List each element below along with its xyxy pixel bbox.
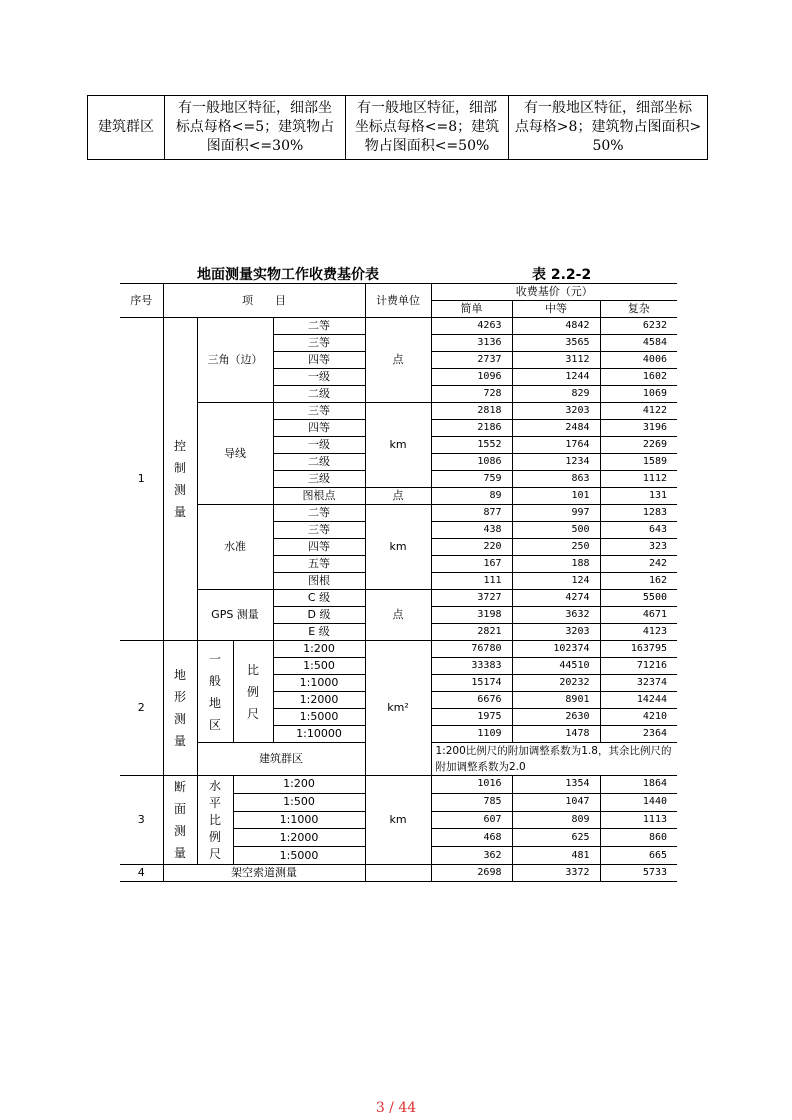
medium-criteria-cell: 有一般地区特征，细部 坐标点每格<=8；建筑 物占图面积<=50% xyxy=(346,96,509,160)
scale-label-cell: 比例尺 xyxy=(233,641,273,743)
page-indicator: 3 / 44 xyxy=(375,1100,417,1116)
building-area-classification-table xyxy=(87,95,708,160)
seq-cell: 4 xyxy=(120,865,163,882)
category-cell: 架空索道测量 xyxy=(163,865,365,882)
table-row: 3 断面测量 水平比例尺 1:200 km 1016 1354 1864 xyxy=(120,776,677,794)
table-row: 1:10000 1109 1478 2364 xyxy=(120,726,677,743)
table-row: GPS 测量 C 级 点 3727 4274 5500 xyxy=(120,590,677,607)
category-cell: 地形测量 xyxy=(163,641,197,776)
unit-cell xyxy=(365,865,431,882)
table-number: 表 2.2-2 xyxy=(532,267,592,283)
seq-cell: 1 xyxy=(120,318,163,641)
table-row: 1:1000 607 809 1113 xyxy=(120,811,677,829)
table-row: 1:5000 1975 2630 4210 xyxy=(120,709,677,726)
table-row: 1 控制测量 三角（边） 二等 点 4263 4842 6232 xyxy=(120,318,677,335)
table-row: 四等 220 250 323 xyxy=(120,539,677,556)
table-row: 1:2000 6676 8901 14244 xyxy=(120,692,677,709)
building-area-label: 建筑群区 xyxy=(197,743,365,776)
subcategory-cell: 水平比例尺 xyxy=(197,776,233,865)
header-row-1 xyxy=(120,284,677,301)
table-row: 四等 2737 3112 4006 xyxy=(120,352,677,369)
table-row: 一级 1096 1244 1602 xyxy=(120,369,677,386)
group-name: 三角（边） xyxy=(197,318,273,403)
table-row: 1:2000 468 625 860 xyxy=(120,829,677,847)
group-name: GPS 测量 xyxy=(197,590,273,641)
seq-cell: 2 xyxy=(120,641,163,776)
table-row: 4 架空索道测量 2698 3372 5733 xyxy=(120,865,677,882)
table-row: 1:5000 362 481 665 xyxy=(120,847,677,865)
table-row: 1:1000 15174 20232 32374 xyxy=(120,675,677,692)
group-name: 导线 xyxy=(197,403,273,505)
unit-cell: km xyxy=(365,776,431,865)
group-name: 水准 xyxy=(197,505,273,590)
simple-criteria-cell: 有一般地区特征，细部坐 标点每格<=5；建筑物占 图面积<=30% xyxy=(165,96,346,160)
header-price: 收费基价（元） xyxy=(431,284,677,301)
header-medium: 中等 xyxy=(512,301,600,318)
header-simple: 简单 xyxy=(431,301,512,318)
table-row: 二级 728 829 1069 xyxy=(120,386,677,403)
ground-survey-fee-table xyxy=(120,283,677,882)
complex-criteria-cell: 有一般地区特征，细部坐标 点每格>8；建筑物占图面积> 50% xyxy=(509,96,708,160)
header-seq: 序号 xyxy=(120,284,163,318)
table-row: 三级 759 863 1112 xyxy=(120,471,677,488)
table-row: 一级 1552 1764 2269 xyxy=(120,437,677,454)
building-area-note: 1:200比例尺的附加调整系数为1.8，其余比例尺的附加调整系数为2.0 xyxy=(431,743,677,776)
table-row: 二级 1086 1234 1589 xyxy=(120,454,677,471)
table-row: E 级 2821 3203 4123 xyxy=(120,624,677,641)
unit-cell: 点 xyxy=(365,590,431,641)
table-row: 1:500 33383 44510 71216 xyxy=(120,658,677,675)
table-row: 四等 2186 2484 3196 xyxy=(120,420,677,437)
table-row: 1:500 785 1047 1440 xyxy=(120,793,677,811)
header-item: 项 目 xyxy=(163,284,365,318)
header-complex: 复杂 xyxy=(600,301,677,318)
header-unit: 计费单位 xyxy=(365,284,431,318)
table-title: 地面测量实物工作收费基价表 xyxy=(197,267,379,283)
table-row: D 级 3198 3632 4671 xyxy=(120,607,677,624)
table-row: 三等 3136 3565 4584 xyxy=(120,335,677,352)
table-row: 三等 438 500 643 xyxy=(120,522,677,539)
category-cell: 控制测量 xyxy=(163,318,197,641)
table-row: 图根点 点 89 101 131 xyxy=(120,488,677,505)
unit-cell: 点 xyxy=(365,488,431,505)
unit-cell: 点 xyxy=(365,318,431,403)
subcategory-cell: 一般地区 xyxy=(197,641,233,743)
unit-cell: km xyxy=(365,505,431,590)
unit-cell: km xyxy=(365,403,431,488)
table-row: 图根 111 124 162 xyxy=(120,573,677,590)
table-row: 导线 三等 km 2818 3203 4122 xyxy=(120,403,677,420)
table-row: 水准 二等 km 877 997 1283 xyxy=(120,505,677,522)
unit-cell: km² xyxy=(365,641,431,776)
row-label: 建筑群区 xyxy=(88,96,165,160)
table-row: 2 地形测量 一般地区 比例尺 1:200 km² 76780 102374 163795 xyxy=(120,641,677,658)
seq-cell: 3 xyxy=(120,776,163,865)
table-row: 五等 167 188 242 xyxy=(120,556,677,573)
category-cell: 断面测量 xyxy=(163,776,197,865)
